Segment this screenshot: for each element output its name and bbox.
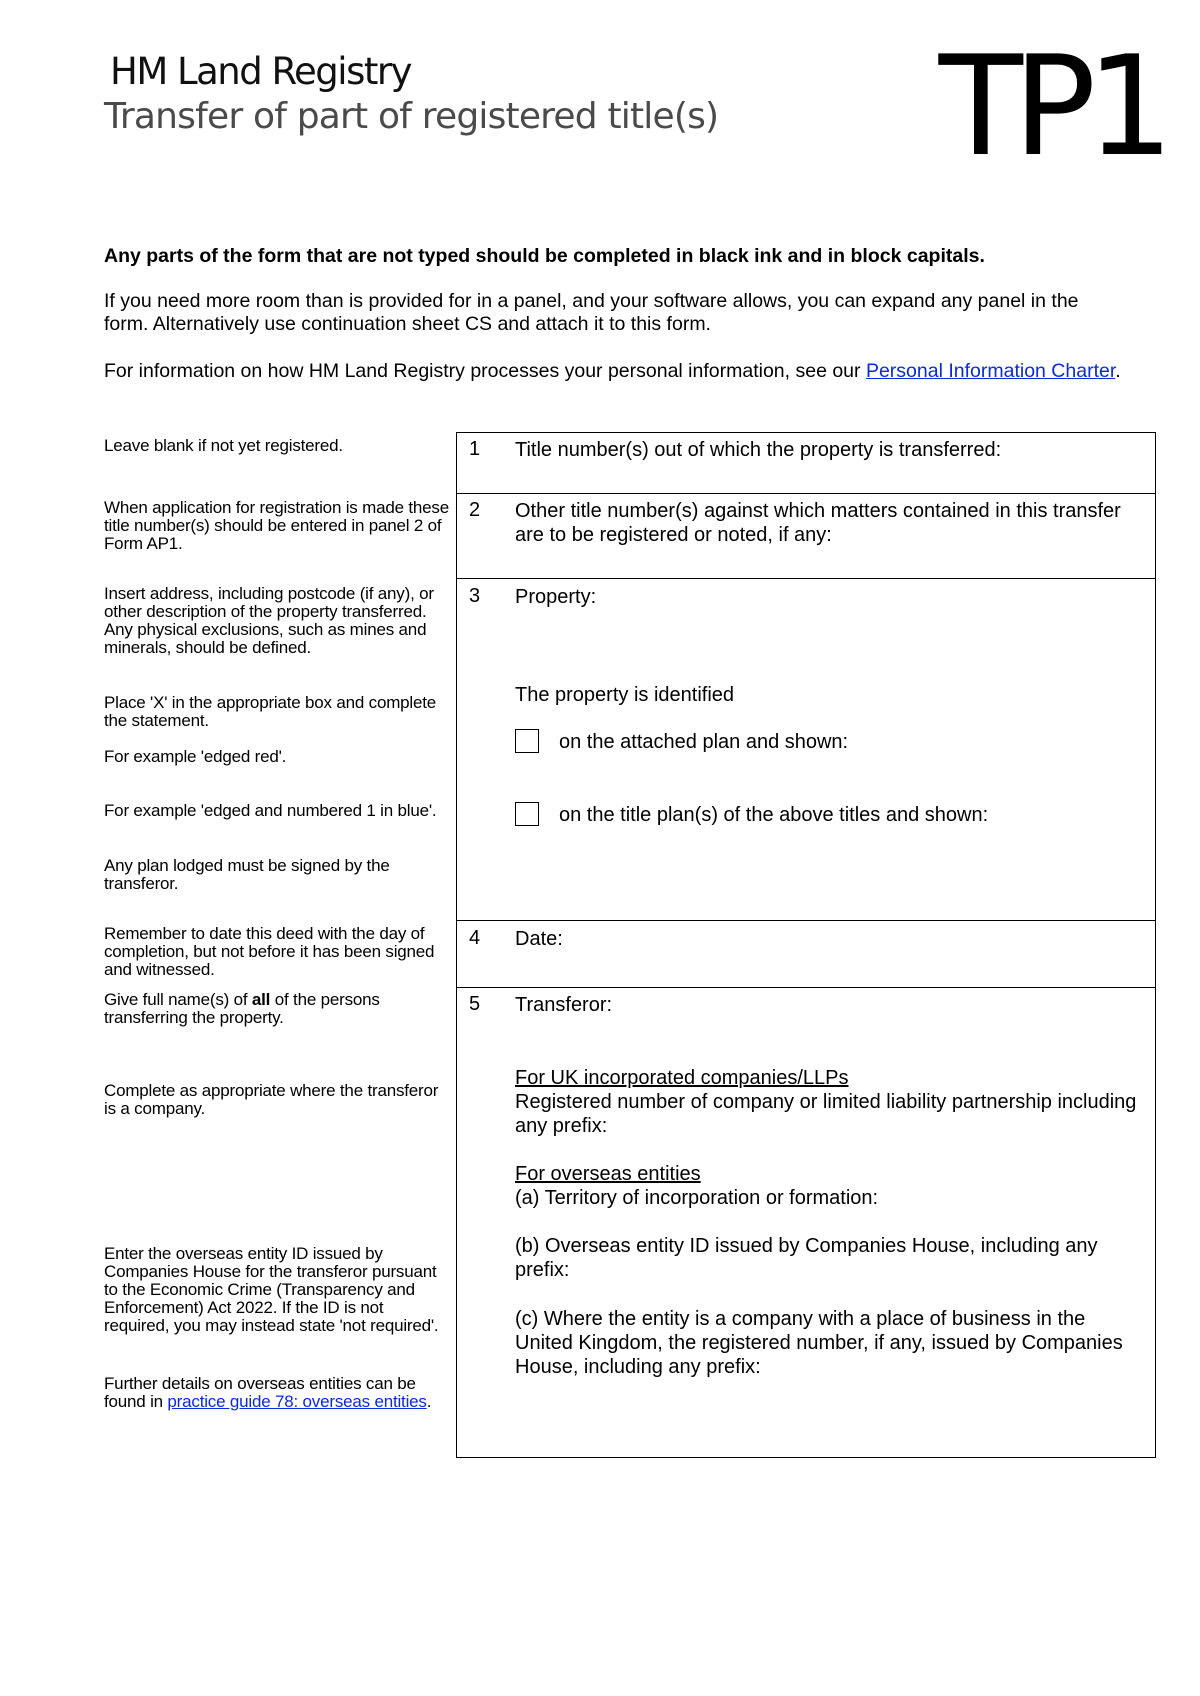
panel-title-number[interactable] [456,432,1156,494]
personal-info-suffix: . [1115,360,1121,382]
form-title: Transfer of part of registered title(s) [104,96,719,137]
note-transferor-prefix: Give full name(s) of [104,990,252,1009]
uk-registered-number-label: Registered number of company or limited liability partnership including any prefix: [515,1091,1137,1137]
uk-companies-heading: For UK incorporated companies/LLPs [515,1067,849,1089]
panel-number: 5 [469,993,481,1015]
note-overseas-id: Enter the overseas entity ID issued by Companies House for the transferor pursuant to the Economic Crime (Transparency and Enforcement) Act 2022. If the ID is not required, you may instead state 'not required'. [104,1244,439,1335]
note-example-blue: For example 'edged and numbered 1 in blue'. [104,801,437,820]
panel-other-title-numbers[interactable] [456,493,1156,579]
block-capitals-instruction: Any parts of the form that are not typed should be completed in black ink and in block capitals. [104,245,985,267]
attached-plan-label: on the attached plan and shown: [559,731,849,753]
personal-info-prefix: For information on how HM Land Registry processes your personal information, see our [104,360,866,382]
panel-number: 1 [469,438,481,460]
note-transferor-bold: all [251,990,271,1009]
note-company: Complete as appropriate where the transferor is a company. [104,1081,439,1118]
note-transferor [104,991,449,1027]
panel-transferor[interactable] [456,987,1156,1458]
note-practice-guide [104,1375,449,1411]
note-other-titles: When application for registration is made these title number(s) should be entered in panel 2 of Form AP1. [104,498,449,553]
practice-guide-78-link[interactable]: practice guide 78: overseas entities [167,1392,427,1411]
personal-info-charter-link[interactable]: Personal Information Charter [865,360,1116,382]
note-transferor-suffix: of the persons transferring the property. [104,990,380,1027]
organisation-name: HM Land Registry [110,50,411,93]
title-plan-label: on the title plan(s) of the above titles and shown: [559,804,989,826]
note-property-address: Insert address, including postcode (if any), or other description of the property transferred. Any physical exclusions, such as mines and minerals, should be defined. [104,584,434,657]
note-date: Remember to date this deed with the day of completion, but not before it has been signed and witnessed. [104,924,435,979]
note-plan-signed: Any plan lodged must be signed by the transferor. [104,856,390,893]
property-identified-text: The property is identified [515,684,735,706]
attached-plan-checkbox[interactable] [515,729,539,753]
overseas-uk-registered-number-label: (c) Where the entity is a company with a place of business in the United Kingdom, the registered number, if any, issued by Companies House, including any prefix: [515,1308,1123,1378]
note-place-x: Place 'X' in the appropriate box and complete the statement. [104,693,437,730]
note-guide-suffix: . [426,1392,432,1411]
overseas-entity-id-label: (b) Overseas entity ID issued by Companies House, including any prefix: [515,1235,1098,1281]
panel-number: 2 [469,499,481,521]
personal-info-instruction [104,360,1124,383]
overseas-territory-label: (a) Territory of incorporation or formation: [515,1187,879,1209]
panel-property[interactable] [456,578,1156,921]
panel-label: Property: [515,586,597,608]
panel-number: 4 [469,927,481,949]
overseas-entities-heading: For overseas entities [515,1163,701,1185]
note-title-number: Leave blank if not yet registered. [104,436,343,455]
panel-label: Other title number(s) against which matters contained in this transfer are to be registered or noted, if any: [515,500,1121,546]
more-room-instruction: If you need more room than is provided for in a panel, and your software allows, you can expand any panel in the form. Alternatively use continuation sheet CS and attach it to this form. [104,290,1079,335]
panel-number: 3 [469,585,481,607]
title-plan-checkbox[interactable] [515,802,539,826]
note-example-red: For example 'edged red'. [104,747,287,766]
form-code: TP1 [938,26,1164,187]
panel-label: Date: [515,928,563,950]
note-guide-prefix: Further details on overseas entities can be found in [104,1374,416,1411]
panel-label: Title number(s) out of which the property is transferred: [515,439,1002,461]
panel-label: Transferor: [515,994,613,1016]
panel-date[interactable] [456,920,1156,988]
